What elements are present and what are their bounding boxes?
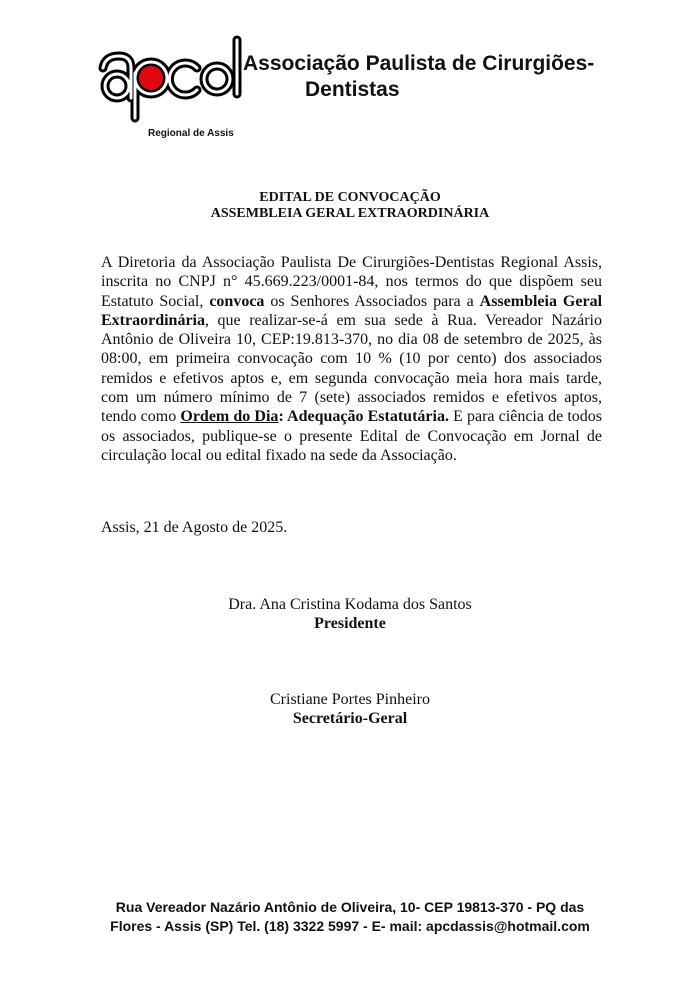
body-agenda-item: : Adequação Estatutária. <box>278 408 449 426</box>
footer-line1: Rua Vereador Nazário Antônio de Oliveira, 10- CEP 19813-370 - PQ das <box>115 899 585 915</box>
title-line1: EDITAL DE CONVOCAÇÃO <box>259 190 441 205</box>
signature-president <box>0 595 700 633</box>
signature-role: Secretário-Geral <box>292 710 408 727</box>
body-text-4: E para ciência de todos os associados, publique-se o presente Edital de Convocação em Jornal de circulação local ou edital fixado na sede da Associação. <box>101 408 603 464</box>
body-bold-assembly: Assembleia Geral Extraordinária <box>101 292 603 329</box>
signature-name: Cristiane Portes Pinheiro <box>270 691 430 708</box>
logo-red-dot <box>139 66 163 90</box>
signature-name: Dra. Ana Cristina Kodama dos Santos <box>228 596 472 613</box>
body-agenda-label: Ordem do Dia <box>180 408 279 426</box>
org-name-line2: Dentistas <box>305 78 400 101</box>
body-text-1: A Diretoria da Associação Paulista De Cirurgiões-Dentistas Regional Assis, inscrita no CNPJ n° 45.669.223/0001-84, nos termos do que dispõem seu Estatuto Social, <box>101 254 602 310</box>
regional-label: Regional de Assis <box>148 128 234 139</box>
signature-role: Presidente <box>314 615 386 632</box>
body-text-2: os Senhores Associados para a <box>264 292 480 310</box>
title-line2: ASSEMBLEIA GERAL EXTRAORDINÁRIA <box>210 206 490 221</box>
apcd-logo <box>85 28 250 128</box>
document-title <box>0 190 700 222</box>
org-name-line1: Associação Paulista de Cirurgiões- <box>243 52 595 75</box>
body-bold-convoca: convoca <box>209 292 265 310</box>
footer-address <box>0 898 700 936</box>
body-text-3: , que realizar-se-á em sua sede à Rua. Vereador Nazário Antônio de Oliveira 10, CEP:19.813-370, no dia 08 de setembro de 2025, às 08:00, em primeira convocação com 10 % (10 por cento) dos associados remidos e efetivos aptos e, em segunda convocação meia hora mais tarde, com um número mínimo de 7 (sete) associados remidos e efetivos aptos, tendo como <box>101 311 602 426</box>
dateline: Assis, 21 de Agosto de 2025. <box>101 519 288 536</box>
footer-line2: Flores - Assis (SP) Tel. (18) 3322 5997 - E- mail: apcdassis@hotmail.com <box>110 918 590 934</box>
convocation-paragraph <box>101 253 602 465</box>
signature-secretary <box>0 690 700 728</box>
apcd-logo-icon <box>85 28 250 128</box>
